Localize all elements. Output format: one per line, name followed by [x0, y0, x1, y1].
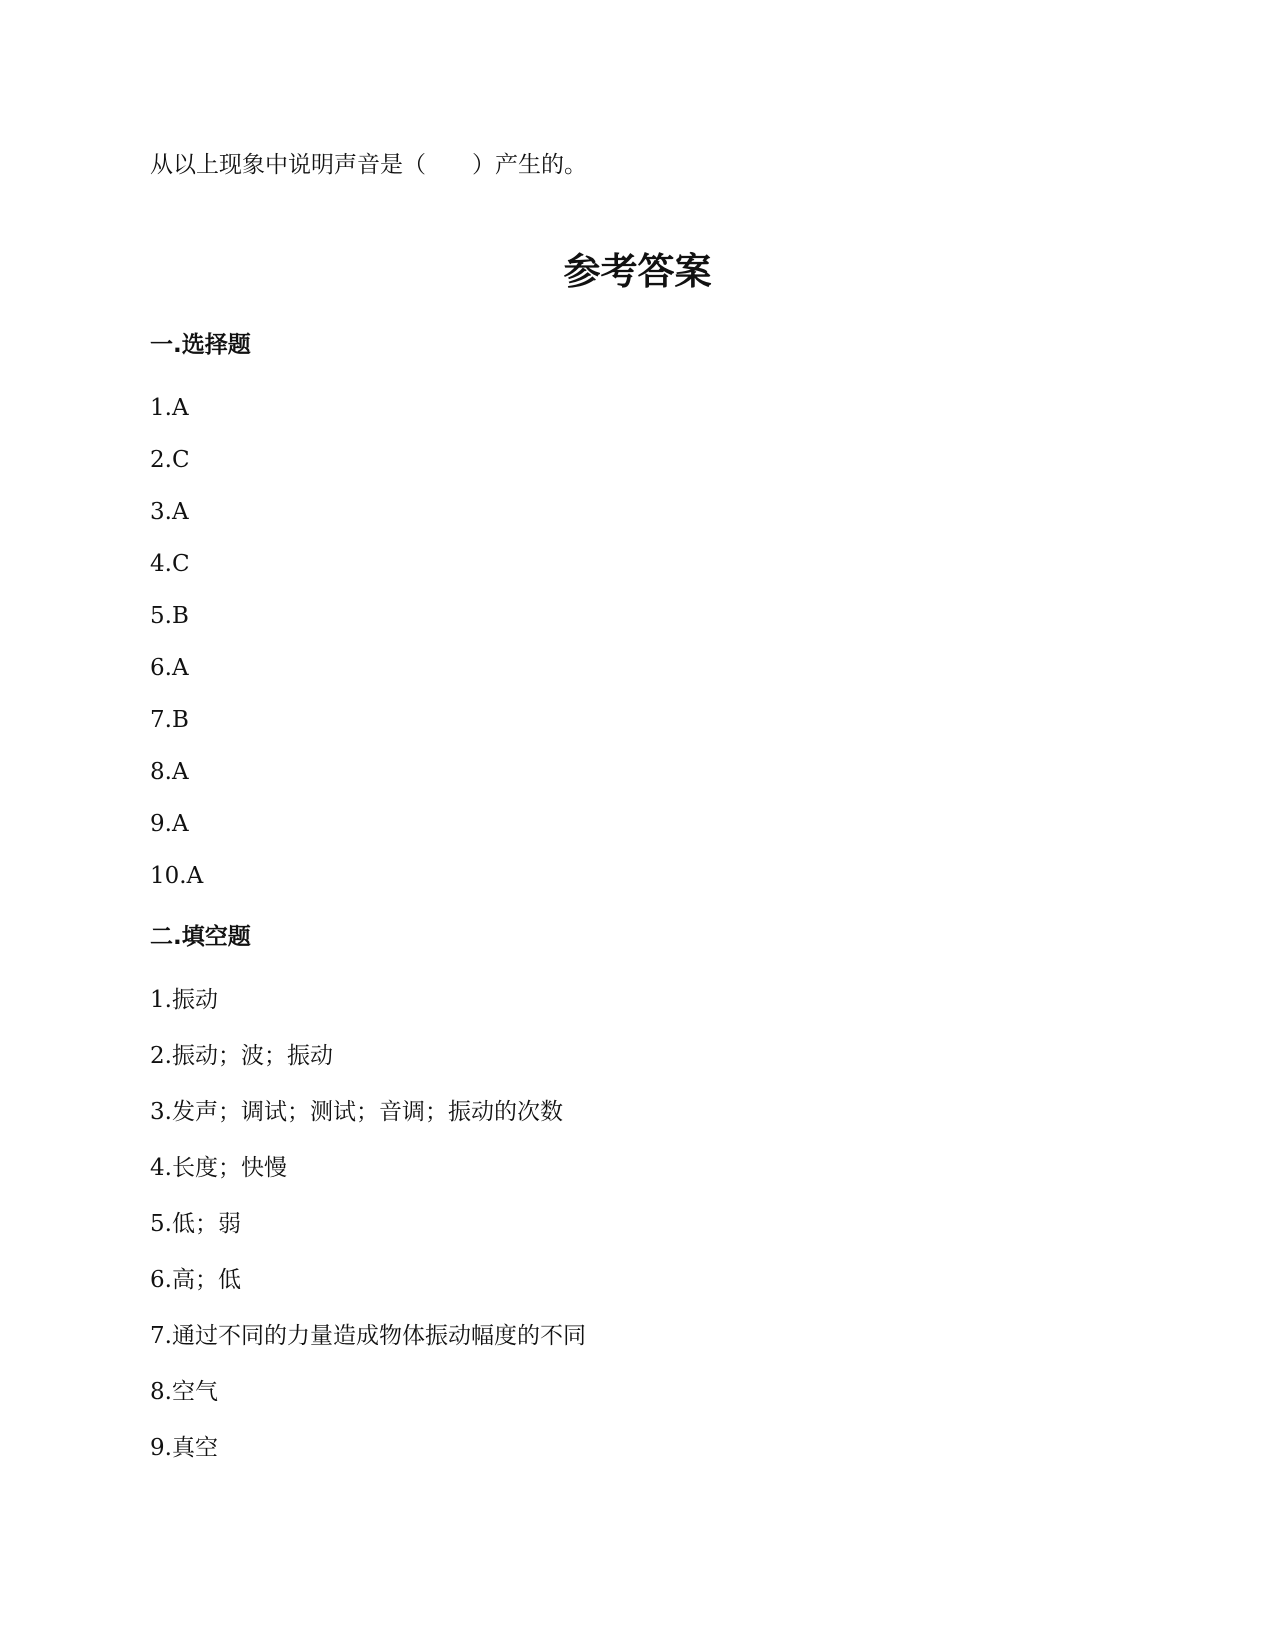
choice-answer: 6.A: [150, 655, 189, 681]
choice-answer: 3.A: [150, 499, 189, 525]
section-heading-choice: 一.选择题: [150, 332, 251, 358]
fill-blank-answer: 7.通过不同的力量造成物体振动幅度的不同: [150, 1323, 586, 1349]
fill-blank-answer: 6.高；低: [150, 1267, 241, 1293]
choice-answer: 4.C: [150, 551, 190, 577]
fill-blank-answer: 4.长度；快慢: [150, 1155, 287, 1181]
fill-blank-answer: 5.低；弱: [150, 1211, 241, 1237]
section-heading-fill-blank: 二.填空题: [150, 924, 251, 950]
choice-answer: 2.C: [150, 447, 190, 473]
fill-blank-answer: 1.振动: [150, 987, 218, 1013]
fill-blank-answer: 8.空气: [150, 1379, 218, 1405]
choice-answer: 9.A: [150, 811, 189, 837]
choice-answer: 1.A: [150, 395, 189, 421]
choice-answer: 8.A: [150, 759, 189, 785]
choice-answer: 5.B: [150, 603, 189, 629]
choice-answer: 10.A: [150, 863, 204, 889]
choice-answer: 7.B: [150, 707, 189, 733]
fill-blank-answer: 3.发声；调试；测试；音调；振动的次数: [150, 1099, 563, 1125]
question-text: 从以上现象中说明声音是（ ）产生的。: [150, 152, 587, 178]
fill-blank-answer: 9.真空: [150, 1435, 218, 1461]
answer-key-title: 参考答案: [563, 250, 712, 293]
fill-blank-answer: 2.振动；波；振动: [150, 1043, 333, 1069]
